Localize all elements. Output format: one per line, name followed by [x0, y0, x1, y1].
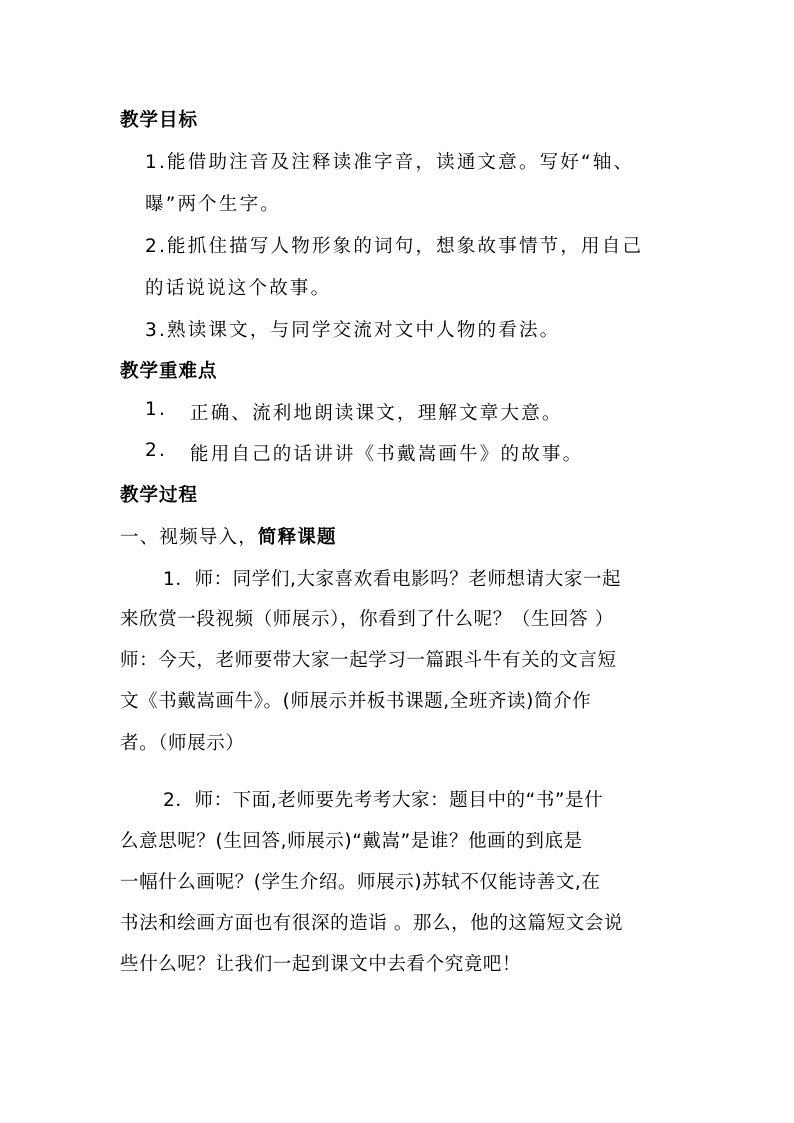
process-heading: 教学过程 [120, 485, 199, 506]
paragraph-2-line-3: 一幅什么画呢？(学生介绍。师展示)苏轼不仅能诗善文,在 [120, 872, 601, 893]
key-point-2-text: 能用自己的话讲讲《书戴嵩画牛》的故事。 [190, 444, 584, 465]
paragraph-1-line-1: 1．师：同学们,大家喜欢看电影吗？老师想请大家一起 [163, 569, 622, 590]
objective-2-line-1: 2.能抓住描写人物形象的词句，想象故事情节，用自己 [145, 236, 644, 257]
objective-1-line-1: 1.能借助注音及注释读准字音，读通文意。写好“轴、 [145, 152, 635, 173]
step-1-title-bold: 简释课题 [257, 527, 337, 548]
objective-3-line-1: 3.熟读课文，与同学交流对文中人物的看法。 [145, 320, 561, 341]
paragraph-2-line-4: 书法和绘画方面也有很深的造诣 。那么，他的这篇短文会说 [120, 913, 624, 934]
key-point-1-text: 正确、流利地朗读课文，理解文章大意。 [190, 403, 563, 424]
objective-2-line-2: 的话说说这个故事。 [145, 278, 332, 299]
objectives-heading: 教学目标 [120, 110, 199, 131]
paragraph-2-line-2: 么意思呢？(生回答,师展示)“戴嵩”是谁？他画的到底是 [120, 831, 583, 852]
paragraph-2-line-5: 些什么呢？让我们一起到课文中去看个究竟吧！ [120, 954, 522, 975]
key-points-heading: 教学重难点 [120, 361, 218, 382]
paragraph-2-line-1: 2．师：下面,老师要先考考大家：题目中的“书”是什 [163, 790, 604, 811]
paragraph-1-line-3: 师：今天，老师要带大家一起学习一篇跟斗牛有关的文言短 [120, 650, 617, 671]
paragraph-1-line-4: 文《书戴嵩画牛》。(师展示并板书课题,全班齐读)简介作 [120, 691, 592, 712]
step-1-title [120, 523, 337, 549]
paragraph-1-line-2: 来欣赏一段视频（师展示），你看到了什么呢？（生回答 ） [120, 609, 614, 630]
key-point-2-number: 2. [145, 440, 168, 461]
step-1-title-prefix: 一、视频导入， [120, 527, 258, 548]
key-point-1-number: 1. [145, 399, 168, 420]
objective-1-line-2: 曝”两个生字。 [145, 194, 281, 215]
paragraph-1-line-5: 者。（师展示） [120, 733, 245, 754]
